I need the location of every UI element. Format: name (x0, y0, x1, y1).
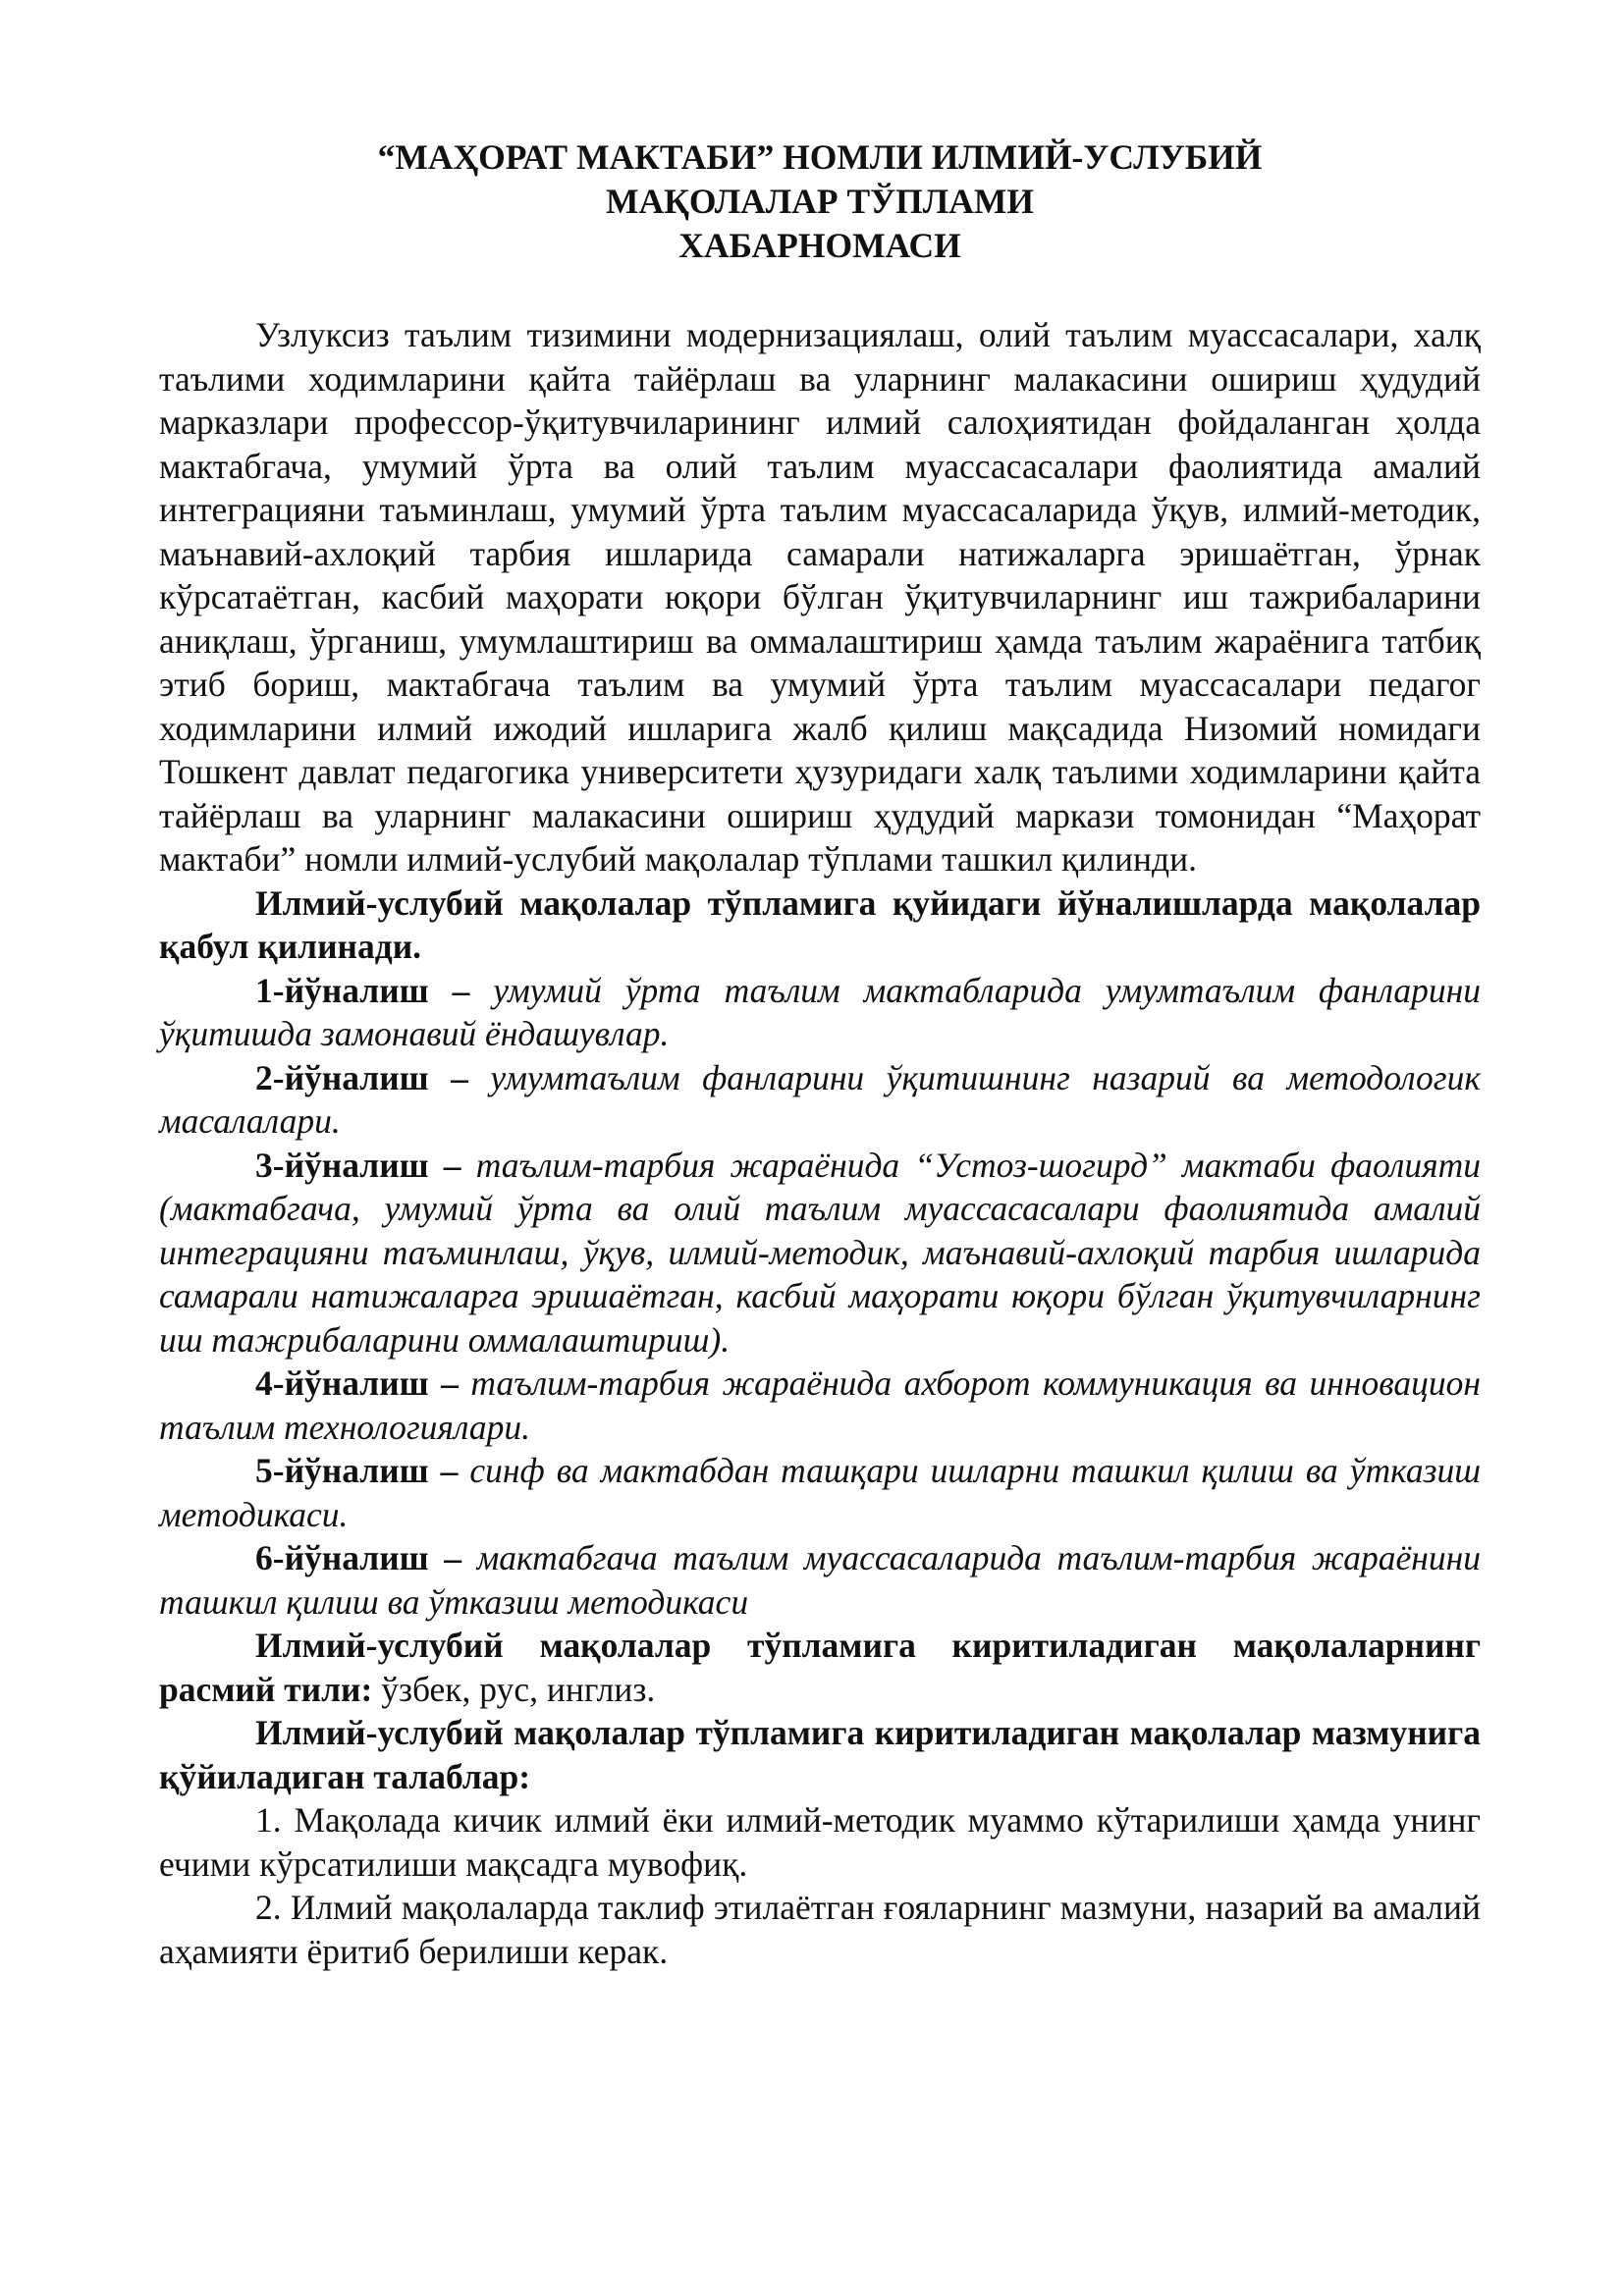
document-page (159, 135, 1481, 1973)
direction-dash: – (428, 1538, 477, 1577)
direction-item-4 (159, 1362, 1481, 1449)
language-value: ўзбек, рус, инглиз. (372, 1669, 656, 1709)
direction-text: синф ва мактабдан ташқари ишларни ташкил қилиш ва ўтказиш методикаси. (159, 1451, 1482, 1534)
direction-text: умумий ўрта таълим мактабларида умумтаълим фанларини ўқитишда замонавий ёндашувлар. (159, 970, 1482, 1053)
direction-item-3 (159, 1144, 1481, 1362)
direction-label: 1-йўналиш (255, 970, 429, 1010)
direction-item-1 (159, 969, 1481, 1056)
title-line-1: “МАҲОРАТ МАКТАБИ” НОМЛИ ИЛМИЙ-УСЛУБИЙ (377, 137, 1263, 177)
intro-paragraph: Узлуксиз таълим тизимини модернизациялаш, олий таълим муассасалари, халқ таълими ходимларини қайта тайёрлаш ва уларнинг малакасини ошириш ҳудудий марказлари профессор-ўқитувчиларининг илмий салоҳиятидан фойдаланган ҳолда мактабгача, умумий ўрта ва олий таълим муассасасалари фаолиятида амалий интеграцияни таъминлаш, умумий ўрта таълим муассасаларида ўқув, илмий-методик, маънавий-ахлоқий тарбия ишларида самарали натижаларга эришаётган, ўрнак кўрсатаётган, касбий маҳорати юқори бўлган ўқитувчиларнинг иш тажрибаларини аниқлаш, ўрганиш, умумлаштириш ва оммалаштириш ҳамда таълим жараёнига татбиқ этиб бориш, мактабгача таълим ва умумий ўрта таълим муассасалари педагог ходимларини илмий ижодий ишларига жалб қилиш мақсадида Низомий номидаги Тошкент давлат педагогика университети ҳузуридаги халқ таълими ходимларини қайта тайёрлаш ва уларнинг малакасини ошириш ҳудудий маркази томонидан “Маҳорат мактаби” номли илмий-услубий мақолалар тўплами ташкил қилинди. (159, 315, 1481, 879)
requirements-heading: Илмий-услубий мақолалар тўпламига киритиладиган мақолалар мазмунига қўйиладиган талаблар: (159, 1713, 1481, 1796)
language-paragraph (159, 1624, 1481, 1711)
direction-item-2 (159, 1056, 1481, 1144)
document-title (159, 135, 1481, 268)
requirement-item-1: 1. Мақолада кичик илмий ёки илмий-методик муаммо кўтарилиши ҳамда унинг ечими кўрсатилиши мақсадга мувофиқ. (159, 1800, 1481, 1884)
direction-dash: – (428, 1451, 470, 1490)
requirement-item-2: 2. Илмий мақолаларда таклиф этилаётган ғояларнинг мазмуни, назарий ва амалий аҳамияти ёритиб берилиши керак. (159, 1888, 1481, 1971)
directions-heading: Илмий-услубий мақолалар тўпламига қуйидаги йўналишларда мақолалар қабул қилинади. (159, 882, 1481, 966)
title-line-3: ХАБАРНОМАСИ (678, 226, 961, 265)
direction-label: 2-йўналиш (255, 1057, 429, 1097)
direction-dash: – (428, 1057, 491, 1097)
direction-item-5 (159, 1449, 1481, 1536)
direction-text: таълим-тарбия жараёнида “Устоз-шогирд” мактаби фаолияти (мактабгача, умумий ўрта ва олий таълим муассасасалари фаолиятида амалий интеграцияни таъминлаш, ўқув, илмий-методик, маънавий-ахлоқий тарбия ишларида самарали натижаларга эришаётган, касбий маҳорати юқори бўлган ўқитувчиларнинг иш тажрибаларини оммалаштириш). (159, 1145, 1482, 1360)
title-line-2: МАҚОЛАЛАР ТЎПЛАМИ (605, 182, 1035, 221)
direction-item-6 (159, 1536, 1481, 1624)
direction-text: мактабгача таълим муассасаларида таълим-тарбия жараёнини ташкил қилиш ва ўтказиш методикаси (159, 1538, 1481, 1622)
direction-label: 5-йўналиш (255, 1451, 429, 1490)
direction-label: 3-йўналиш (255, 1145, 429, 1185)
direction-label: 6-йўналиш (255, 1538, 429, 1577)
direction-label: 4-йўналиш (255, 1363, 429, 1403)
direction-dash: – (428, 1363, 471, 1403)
language-label: Илмий-услубий мақолалар тўпламига киритиладиган мақолаларнинг расмий тили: (159, 1626, 1481, 1709)
direction-text: умумтаълим фанларини ўқитишнинг назарий ва методологик масалалари. (159, 1057, 1481, 1141)
direction-dash: – (428, 970, 494, 1010)
direction-dash: – (428, 1145, 476, 1185)
direction-text: таълим-тарбия жараёнида ахборот коммуникация ва инновацион таълим технологиялари. (159, 1363, 1481, 1447)
